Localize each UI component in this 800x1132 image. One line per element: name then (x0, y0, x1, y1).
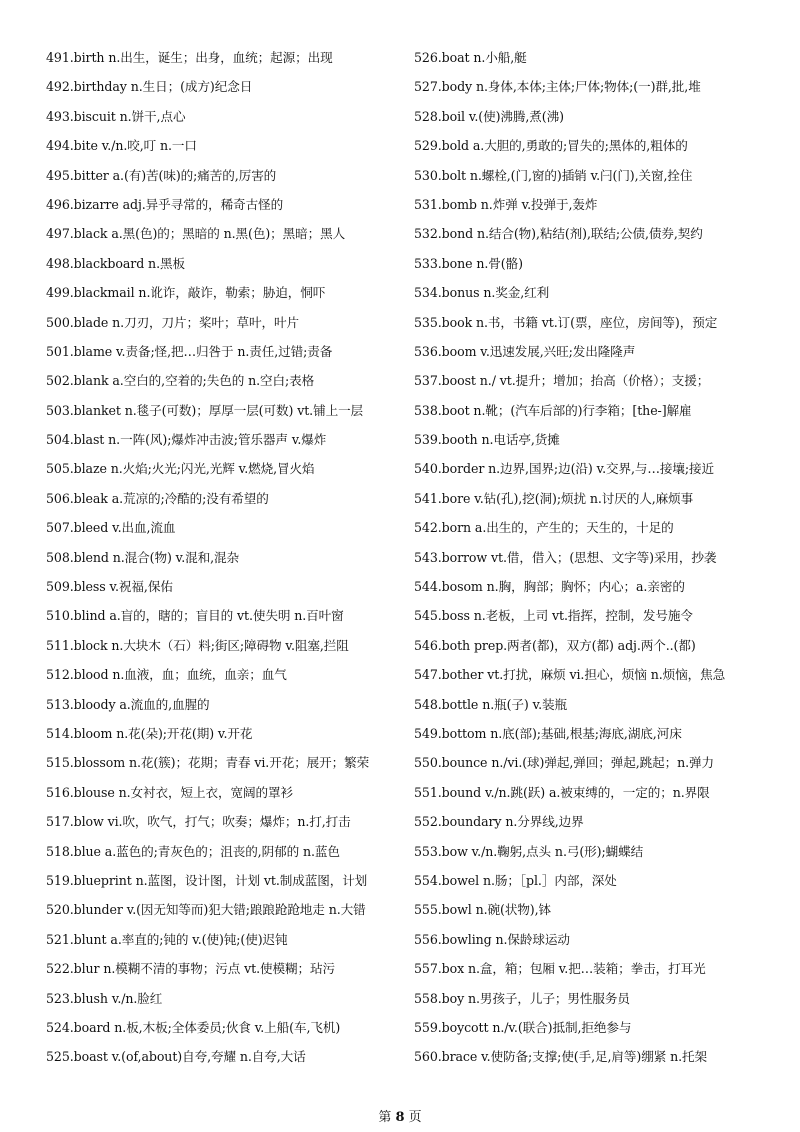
vocab-entry: 549.bottom n.底(部);基础,根基;海底,湖底,河床 (414, 725, 682, 741)
page-footer (0, 1106, 800, 1125)
vocab-entry: 559.boycott n./v.(联合)抵制,拒绝参与 (414, 1019, 632, 1035)
vocab-entry: 532.bond n.结合(物),粘结(剂),联结;公债,债券,契约 (414, 226, 703, 242)
vocab-entry: 531.bomb n.炸弹 v.投弹于,轰炸 (414, 196, 598, 212)
vocab-entry: 493.biscuit n.饼干,点心 (46, 108, 186, 124)
vocab-entry: 560.brace v.使防备;支撑;使(手,足,肩等)绷紧 n.托架 (414, 1049, 708, 1065)
vocab-entry: 505.blaze n.火焰;火光;闪光,光辉 v.燃烧,冒火焰 (46, 461, 315, 477)
vocab-entry: 515.blossom n.花(簇)；花期；青春 vi.开花；展开；繁荣 (46, 755, 370, 771)
vocab-entry: 553.bow v./n.鞠躬,点头 n.弓(形);蝴蝶结 (414, 843, 644, 859)
vocab-entry: 556.bowling n.保龄球运动 (414, 931, 570, 947)
vocab-entry: 551.bound v./n.跳(跃) a.被束缚的，一定的；n.界限 (414, 784, 710, 800)
vocab-entry: 557.box n.盒，箱；包厢 v.把…装箱；拳击，打耳光 (414, 961, 706, 977)
vocab-entry: 508.blend n.混合(物) v.混和,混杂 (46, 549, 239, 565)
left-column (46, 46, 406, 1075)
vocab-entry: 550.bounce n./vi.(球)弹起,弹回；弹起,跳起；n.弹力 (414, 755, 714, 771)
vocab-entry: 554.bowel n.肠；［pl.］内部，深处 (414, 872, 617, 888)
vocab-entry: 534.bonus n.奖金,红利 (414, 285, 550, 301)
vocab-entry: 512.blood n.血液，血；血统，血亲；血气 (46, 667, 287, 683)
vocab-entry: 496.bizarre adj.异乎寻常的，稀奇古怪的 (46, 196, 284, 212)
vocab-entry: 552.boundary n.分界线,边界 (414, 814, 584, 830)
vocab-entry: 514.bloom n.花(朵);开花(期) v.开花 (46, 725, 253, 741)
vocab-entry: 527.body n.身体,本体;主体;尸体;物体;(一)群,批,堆 (414, 79, 701, 95)
vocab-entry: 555.bowl n.碗(状物),钵 (414, 902, 552, 918)
vocab-entry: 503.blanket n.毯子(可数)；厚厚一层(可数) vt.铺上一层 (46, 402, 364, 418)
vocab-entry: 518.blue a.蓝色的;青灰色的；沮丧的,阴郁的 n.蓝色 (46, 843, 340, 859)
vocab-entry: 548.bottle n.瓶(子) v.装瓶 (414, 696, 568, 712)
vocab-entry: 520.blunder v.(因无知等而)犯大错;踉踉跄跄地走 n.大错 (46, 902, 366, 918)
vocab-entry: 541.bore v.钻(孔),挖(洞);烦扰 n.讨厌的人,麻烦事 (414, 490, 694, 506)
vocab-entry: 558.boy n.男孩子，儿子；男性服务员 (414, 990, 630, 1006)
footer-suffix: 页 (408, 1110, 422, 1125)
vocab-entry: 516.blouse n.女衬衣，短上衣，宽阔的罩衫 (46, 784, 293, 800)
vocab-entry: 510.blind a.盲的，瞎的；盲目的 vt.使失明 n.百叶窗 (46, 608, 344, 624)
vocab-entry: 528.boil v.(使)沸腾,煮(沸) (414, 108, 564, 124)
vocab-entry: 492.birthday n.生日；(成方)纪念日 (46, 79, 253, 95)
vocab-entry: 497.black a.黑(色)的；黑暗的 n.黑(色)；黑暗；黑人 (46, 226, 346, 242)
vocab-entry: 522.blur n.模糊不清的事物；污点 vt.使模糊；玷污 (46, 961, 335, 977)
vocab-entry: 547.bother vt.打扰，麻烦 vi.担心，烦恼 n.烦恼，焦急 (414, 667, 726, 683)
vocab-entry: 530.bolt n.螺栓,(门,窗的)插销 v.闩(门),关窗,拴住 (414, 167, 693, 183)
vocab-entry: 498.blackboard n.黑板 (46, 255, 185, 271)
vocab-entry: 546.both prep.两者(都)，双方(都) adj.两个..(都) (414, 637, 696, 653)
vocab-entry: 529.bold a.大胆的,勇敢的;冒失的;黑体的,粗体的 (414, 138, 688, 154)
vocab-entry: 491.birth n.出生，诞生；出身，血统；起源；出现 (46, 50, 333, 65)
vocab-entry: 519.blueprint n.蓝图，设计图，计划 vt.制成蓝图，计划 (46, 872, 368, 888)
right-column (414, 46, 790, 1075)
vocab-entry: 535.book n.书，书籍 vt.订(票，座位，房间等)，预定 (414, 314, 718, 330)
vocab-entry: 538.boot n.靴；(汽车后部的)行李箱；[the-]解雇 (414, 402, 692, 418)
footer-prefix: 第 (378, 1110, 392, 1125)
vocab-entry: 502.blank a.空白的,空着的;失色的 n.空白;表格 (46, 373, 315, 389)
vocab-entry: 513.bloody a.流血的,血腥的 (46, 696, 210, 712)
vocab-entry: 504.blast n.一阵(风);爆炸冲击波;管乐器声 v.爆炸 (46, 432, 327, 448)
vocab-entry: 524.board n.板,木板;全体委员;伙食 v.上船(车,飞机) (46, 1019, 341, 1035)
vocab-entry: 501.blame v.责备;怪,把…归咎于 n.责任,过错;责备 (46, 343, 333, 359)
vocab-entry: 499.blackmail n.讹诈，敲诈，勒索；胁迫，恫吓 (46, 285, 326, 301)
vocab-entry: 511.block n.大块木（石）料;街区;障碍物 v.阻塞,拦阻 (46, 637, 349, 653)
vocab-entry: 517.blow vi.吹，吹气，打气；吹奏；爆炸；n.打,打击 (46, 814, 351, 830)
vocab-entry: 506.bleak a.荒凉的;冷酷的;没有希望的 (46, 490, 269, 506)
vocab-entry: 545.boss n.老板，上司 vt.指挥，控制，发号施令 (414, 608, 693, 624)
vocab-entry: 500.blade n.刀刃，刀片；桨叶；草叶，叶片 (46, 314, 299, 330)
page-number: 8 (395, 1110, 405, 1125)
vocab-entry: 523.blush v./n.脸红 (46, 990, 163, 1006)
vocab-entry: 543.borrow vt.借，借入；(思想、文字等)采用，抄袭 (414, 549, 717, 565)
vocab-entry: 540.border n.边界,国界;边(沿) v.交界,与…接壤;接近 (414, 461, 715, 477)
vocab-entry: 507.bleed v.出血,流血 (46, 520, 176, 536)
vocab-entry: 536.boom v.迅速发展,兴旺;发出隆隆声 (414, 343, 636, 359)
vocab-entry: 539.booth n.电话亭,货摊 (414, 432, 560, 448)
vocab-entry: 525.boast v.(of,about)自夸,夸耀 n.自夸,大话 (46, 1049, 306, 1065)
vocab-entry: 544.bosom n.胸，胸部；胸怀；内心；a.亲密的 (414, 579, 685, 595)
vocab-entry: 533.bone n.骨(骼) (414, 255, 523, 271)
vocab-entry: 542.born a.出生的，产生的；天生的，十足的 (414, 520, 674, 536)
vocab-entry: 509.bless v.祝福,保佑 (46, 579, 173, 595)
vocab-entry: 526.boat n.小船,艇 (414, 50, 527, 65)
vocab-entry: 495.bitter a.(有)苦(味)的;痛苦的,厉害的 (46, 167, 277, 183)
vocab-entry: 494.bite v./n.咬,叮 n.一口 (46, 138, 197, 154)
vocab-entry: 521.blunt a.率直的;钝的 v.(使)钝;(使)迟钝 (46, 931, 288, 947)
vocab-entry: 537.boost n./ vt.提升；增加；抬高（价格）；支援； (414, 373, 710, 389)
